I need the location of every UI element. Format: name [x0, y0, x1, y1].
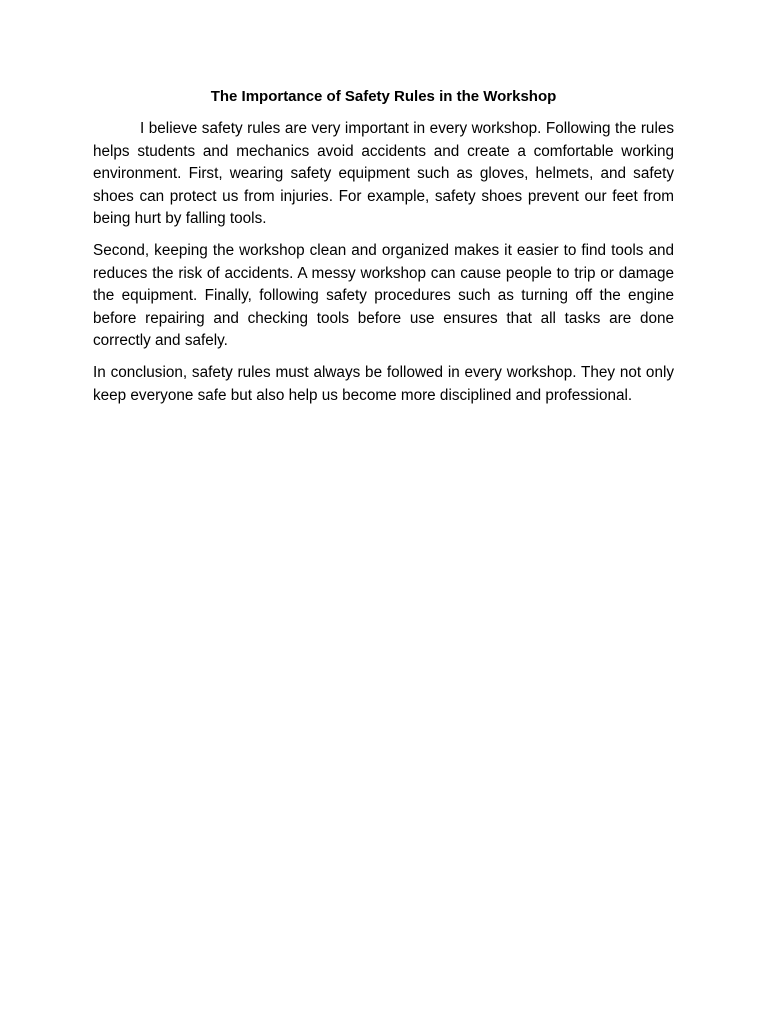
paragraph-conclusion: In conclusion, safety rules must always be followed in every workshop. They not only keep everyone safe but also help us become more disciplined and professional.: [93, 363, 674, 404]
paragraph-introduction: I believe safety rules are very important in every workshop. Following the rules helps students and mechanics avoid accidents and create a comfortable working environment. First, wearing safety equipment such as gloves, helmets, and safety shoes can protect us from injuries. For example, safety shoes prevent our feet from being hurt by falling tools.: [93, 120, 674, 228]
paragraph-body: Second, keeping the workshop clean and organized makes it easier to find tools and reduces the risk of accidents. A messy workshop can cause people to trip or damage the equipment. Finally, following safety procedures such as turning off the engine before repairing and checking tools before use ensures that all tasks are done correctly and safely.: [93, 241, 674, 350]
document-content: [93, 86, 674, 407]
document-title: The Importance of Safety Rules in the Workshop: [210, 88, 557, 105]
